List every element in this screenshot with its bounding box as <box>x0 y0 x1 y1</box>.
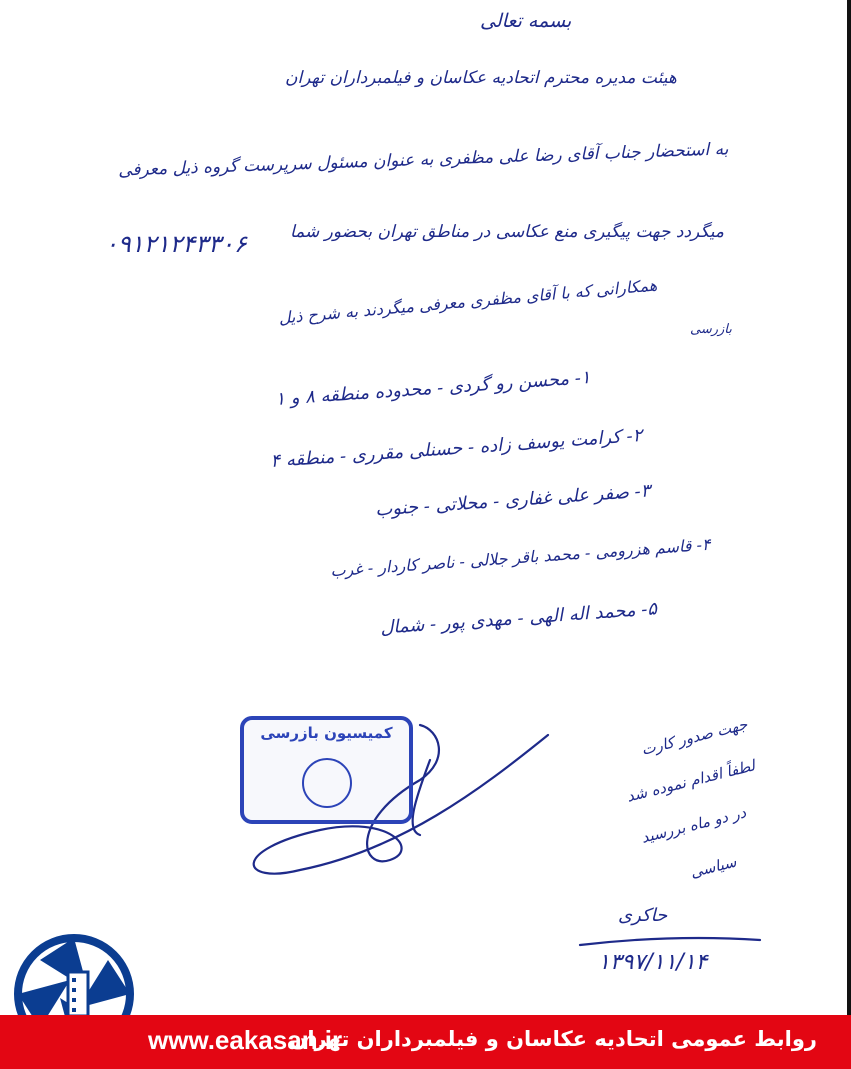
side-note-line4: سیاسی <box>688 852 739 882</box>
side-note-signature: حاکری <box>618 905 668 926</box>
stamp-seal-icon <box>302 758 352 808</box>
footer-banner <box>0 1015 851 1069</box>
side-note-line2: لطفاً اقدام نموده شد <box>624 756 757 806</box>
letter-paragraph-line2: میگردد جهت پیگیری منع عکاسی در مناطق تهران بحضور شما <box>290 222 725 242</box>
side-note-line3: در دو ماه بررسید <box>639 803 748 847</box>
letter-heading: بسمه تعالی <box>480 10 572 32</box>
member-3: ۳- صفر علی غفاری - محلاتی - جنوب <box>374 480 651 521</box>
member-4: ۴- قاسم هزرومی - محمد باقر جلالی - ناصر کاردار - غرب <box>329 534 712 581</box>
letter-paragraph-line1: به استحضار جناب آقای رضا علی مظفری به عنوان مسئول سرپرست گروه ذیل معرفی <box>117 139 729 181</box>
letter-addressee: هیئت مدیره محترم اتحادیه عکاسان و فیلمبرداران تهران <box>285 68 677 88</box>
footer-title: روابط عمومی اتحادیه عکاسان و فیلمبرداران تهران <box>289 1027 817 1051</box>
date-underline <box>580 938 760 945</box>
member-2: ۲- کرامت یوسف زاده - حسنلی مقرری - منطقه ۴ <box>269 425 643 472</box>
phone-number: ۰۹۱۲۱۲۴۳۳۰۶ <box>105 230 247 258</box>
member-5: ۵- محمد اله الهی - مهدی پور - شمال <box>379 598 658 639</box>
side-note-line1: جهت صدور کارت <box>639 715 750 759</box>
intro-note: بازرسی <box>690 322 732 337</box>
side-note-date: ۱۳۹۷/۱۱/۱۴ <box>598 950 708 975</box>
inspection-commission-stamp <box>240 716 413 824</box>
member-1: ۱- محسن رو گردی - محدوده منطقه ۸ و ۱ <box>274 367 592 410</box>
website-link[interactable]: www.eakasan.ir <box>148 1025 343 1055</box>
intro-line: همکارانی که با آقای مظفری معرفی میگردند به شرح ذیل <box>277 275 658 328</box>
stamp-title: کمیسیون بازرسی <box>260 724 393 742</box>
